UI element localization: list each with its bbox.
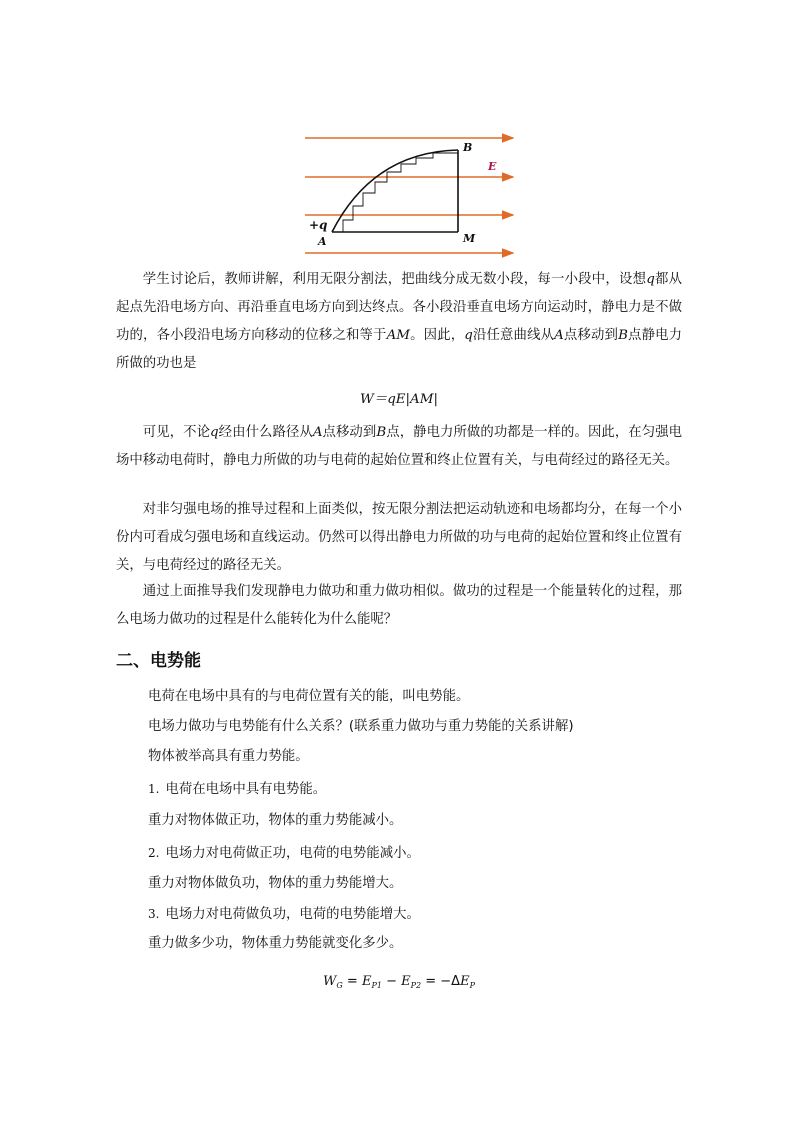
text-line-5: 重力对物体做正功，物体的重力势能减小。 — [148, 813, 403, 828]
label-A: A — [318, 235, 327, 248]
list-item-1: 1. 电荷在电场中具有电势能。 — [148, 782, 327, 797]
label-B: B — [463, 141, 473, 154]
list-item-2: 2. 电场力对电荷做正功，电荷的电势能减小。 — [148, 846, 420, 861]
text-line-3: 物体被举高具有重力势能。 — [148, 749, 309, 764]
label-M: M — [463, 232, 476, 245]
paragraph-infinite-division: 学生讨论后，教师讲解，利用无限分割法，把曲线分成无数小段，每一小段中，设想q都从起点先沿电场方向、再沿垂直电场方向到达终点。各小段沿垂直电场方向运动时，静电力是不做功的，各小段沿电场方向移动的位移之和等于AM。因此，q沿任意曲线从A点移动到B点静电力所做的功也是 — [116, 272, 683, 371]
question-line: 电场力做功与电势能有什么关系？(联系重力做功与重力势能的关系讲解) — [148, 719, 574, 734]
label-charge-q: +q — [309, 218, 328, 232]
definition-line: 电荷在电场中具有的与电荷位置有关的能，叫电势能。 — [148, 689, 470, 704]
formula-potential-energy: $W_G = E_{P1} - E_{P2} = -\Delta E_P$ — [323, 974, 475, 990]
formula-work: W＝qE|AM| — [360, 392, 438, 407]
text-line-7: 重力对物体做负功，物体的重力势能增大。 — [148, 876, 403, 891]
paragraph-path-independence: 可见，不论q经由什么路径从A点移动到B点，静电力所做的功都是一样的。因此，在匀强电场中移动电荷时，静电力所做的功与电荷的起始位置和终止位置有关，与电荷经过的路径无关。 — [116, 425, 683, 468]
section-title: 二、电势能 — [116, 651, 201, 671]
paragraph-nonuniform-field: 对非匀强电场的推导过程和上面类似，按无限分割法把运动轨迹和电场都均分，在每一个小份内可看成匀强电场和直线运动。仍然可以得出静电力所做的功与电荷的起始位置和终止位置有关，与电荷经过的路径无关。 — [116, 502, 682, 573]
field-diagram-svg — [303, 128, 523, 263]
list-item-3: 3. 电场力对电荷做负功，电荷的电势能增大。 — [148, 907, 420, 922]
text-line-9: 重力做多少功，物体重力势能就变化多少。 — [148, 936, 403, 951]
electric-field-diagram — [303, 128, 523, 263]
label-E: E — [488, 160, 497, 173]
paragraph-energy-question: 通过上面推导我们发现静电力做功和重力做功相似。做功的过程是一个能量转化的过程，那么电场力做功的过程是什么能转化为什么能呢？ — [116, 584, 682, 627]
